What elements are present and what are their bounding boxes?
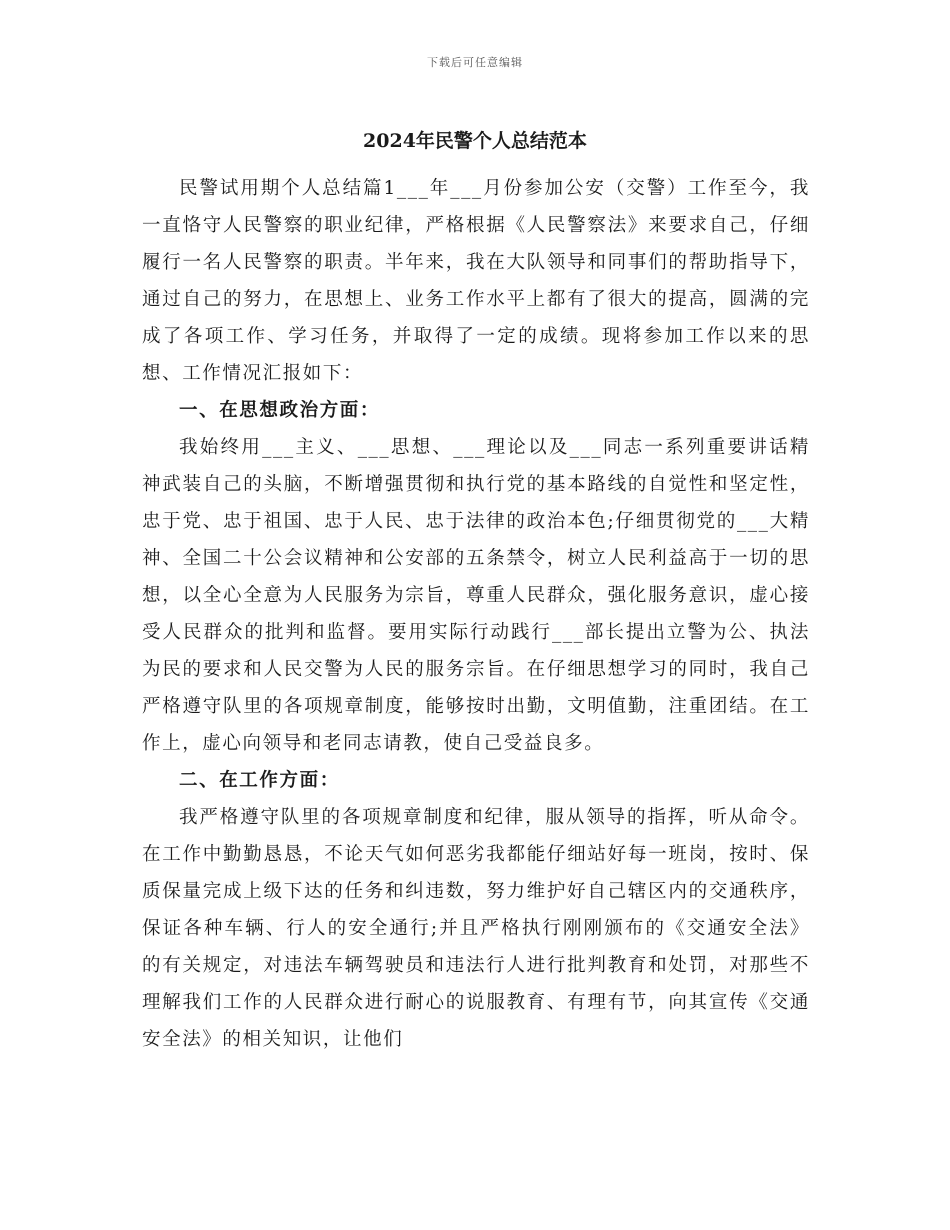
document-title: 2024年民警个人总结范本 (363, 130, 587, 152)
section-heading-political: 一、在思想政治方面： (179, 400, 381, 421)
document-body (142, 170, 810, 1058)
political-paragraph: 我始终用___主义、___思想、___理论以及___同志一系列重要讲话精神武装自己的头脑，不断增强贯彻和执行党的基本路线的自觉性和坚定性，忠于党、忠于祖国、忠于人民、忠于法律的政治本色;仔细贯彻党的___大精神、全国二十公会议精神和公安部的五条禁令，树立人民利益高于一切的思想，以全心全意为人民服务为宗旨，尊重人民群众，强化服务意识，虚心接受人民群众的批判和监督。要用实际行动践行___部长提出立警为公、执法为民的要求和人民交警为人民的服务宗旨。在仔细思想学习的同时，我自己严格遵守队里的各项规章制度，能够按时出勤，文明值勤，注重团结。在工作上，虚心向领导和老同志请教，使自己受益良多。 (142, 437, 810, 754)
intro-paragraph: 民警试用期个人总结篇1___年___月份参加公安（交警）工作至今，我一直恪守人民警察的职业纪律，严格根据《人民警察法》来要求自己，仔细履行一名人民警察的职责。半年来，我在大队领导和同事们的帮助指导下，通过自己的努力，在思想上、业务工作水平上都有了很大的提高，圆满的完成了各项工作、学习任务，并取得了一定的成绩。现将参加工作以来的思想、工作情况汇报如下： (142, 178, 810, 384)
work-paragraph: 我严格遵守队里的各项规章制度和纪律，服从领导的指挥，听从命令。在工作中勤勤恳恳，不论天气如何恶劣我都能仔细站好每一班岗，按时、保质保量完成上级下达的任务和纠违数，努力维护好自己辖区内的交通秩序，保证各种车辆、行人的安全通行;并且严格执行刚刚颁布的《交通安全法》的有关规定，对违法车辆驾驶员和违法行人进行批判教育和处罚，对那些不理解我们工作的人民群众进行耐心的说服教育、有理有节，向其宣传《交通安全法》的相关知识，让他们 (142, 807, 810, 1050)
section-heading-work: 二、在工作方面： (179, 770, 340, 791)
header-note: 下载后可任意编辑 (427, 56, 523, 69)
